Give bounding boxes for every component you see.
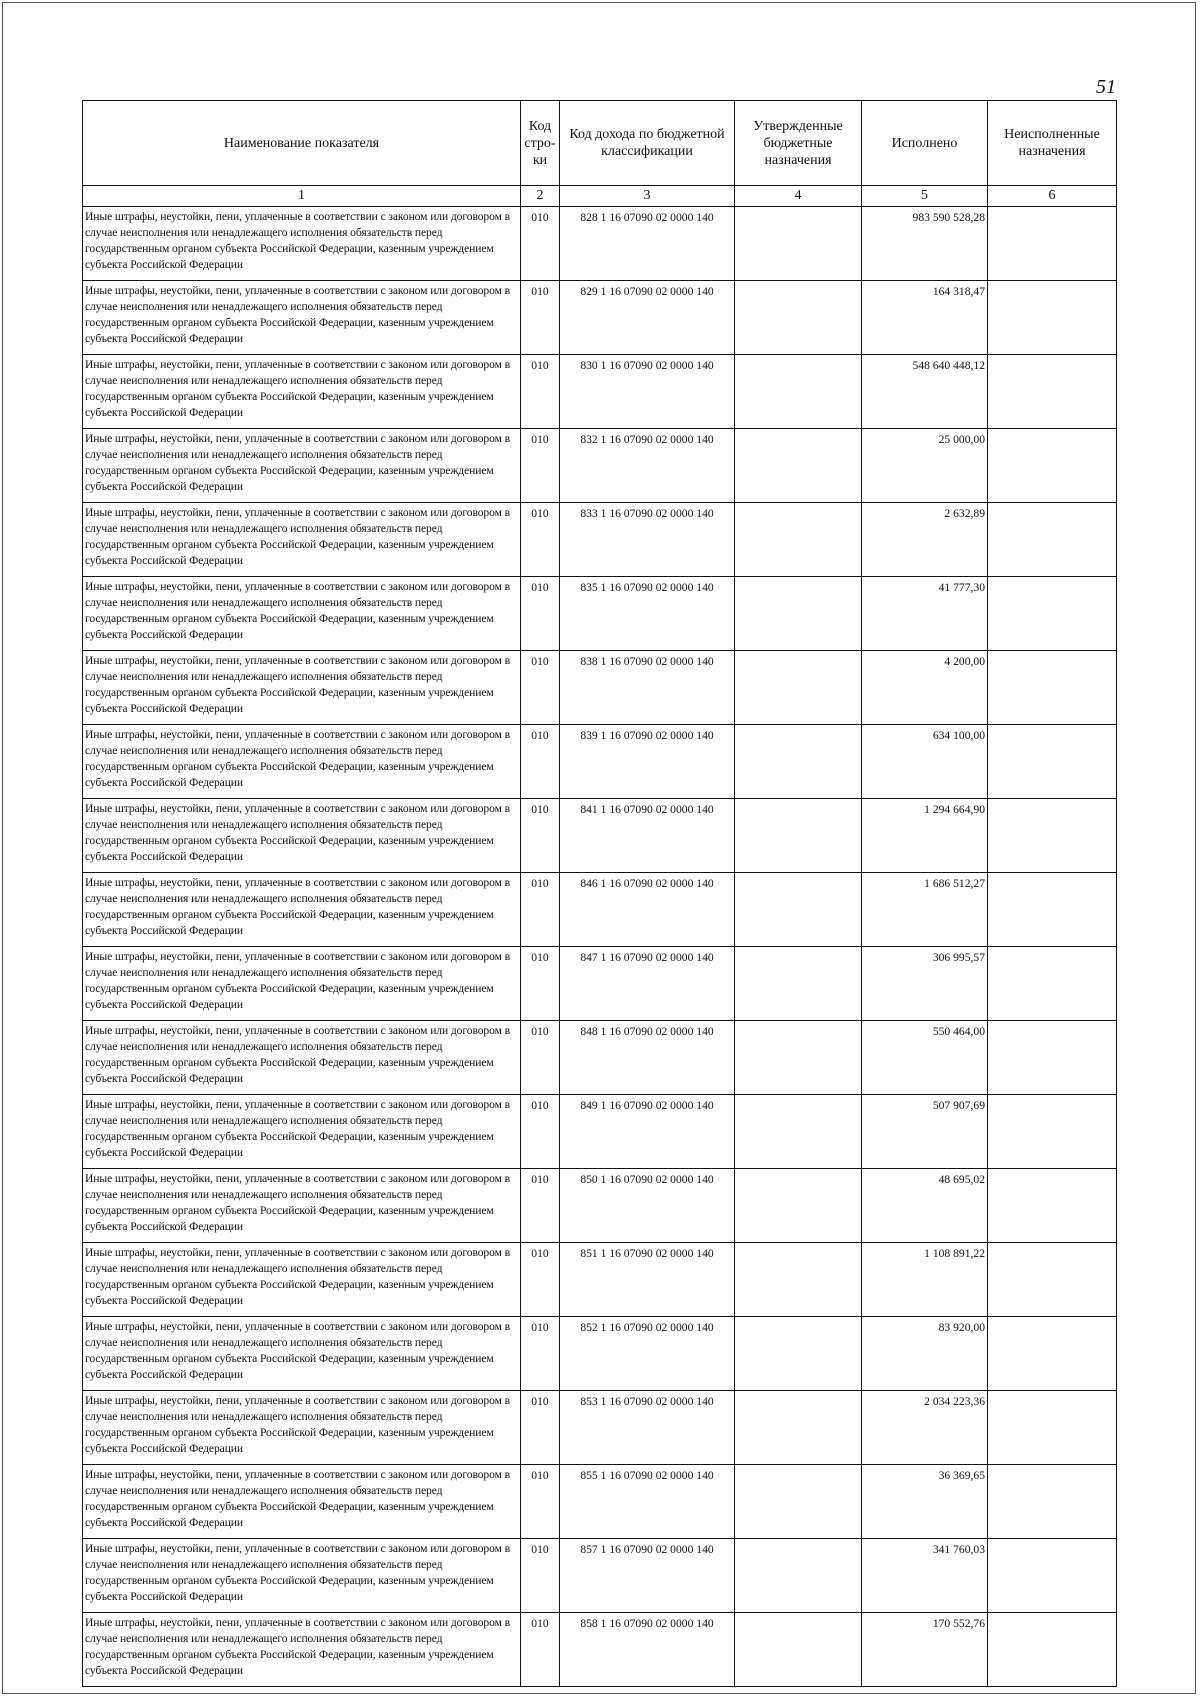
row-indicator-name: Иные штрафы, неустойки, пени, уплаченные в соответствии с законом или договором в случае неисполнения или ненадлежащего исполнения обязательств перед государственным органом субъекта Российской Федерации, казенным учреждением субъекта Российской Федерации bbox=[83, 281, 521, 355]
row-unexecuted-value bbox=[988, 207, 1117, 281]
row-line-code: 010 bbox=[521, 1465, 560, 1539]
report-table-container bbox=[82, 100, 1116, 1687]
row-indicator-name: Иные штрафы, неустойки, пени, уплаченные в соответствии с законом или договором в случае неисполнения или ненадлежащего исполнения обязательств перед государственным органом субъекта Российской Федерации, казенным учреждением субъекта Российской Федерации bbox=[83, 873, 521, 947]
table-row bbox=[83, 355, 1117, 429]
row-approved-value bbox=[735, 1095, 862, 1169]
row-line-code: 010 bbox=[521, 1169, 560, 1243]
row-approved-value bbox=[735, 355, 862, 429]
table-row bbox=[83, 1539, 1117, 1613]
row-unexecuted-value bbox=[988, 873, 1117, 947]
row-approved-value bbox=[735, 1021, 862, 1095]
row-indicator-name: Иные штрафы, неустойки, пени, уплаченные в соответствии с законом или договором в случае неисполнения или ненадлежащего исполнения обязательств перед государственным органом субъекта Российской Федерации, казенным учреждением субъекта Российской Федерации bbox=[83, 577, 521, 651]
row-approved-value bbox=[735, 725, 862, 799]
table-row bbox=[83, 577, 1117, 651]
row-indicator-name: Иные штрафы, неустойки, пени, уплаченные в соответствии с законом или договором в случае неисполнения или ненадлежащего исполнения обязательств перед государственным органом субъекта Российской Федерации, казенным учреждением субъекта Российской Федерации bbox=[83, 947, 521, 1021]
row-line-code: 010 bbox=[521, 1317, 560, 1391]
row-approved-value bbox=[735, 947, 862, 1021]
table-row bbox=[83, 1391, 1117, 1465]
row-unexecuted-value bbox=[988, 503, 1117, 577]
row-executed-value: 164 318,47 bbox=[862, 281, 988, 355]
row-unexecuted-value bbox=[988, 1021, 1117, 1095]
row-indicator-name: Иные штрафы, неустойки, пени, уплаченные в соответствии с законом или договором в случае неисполнения или ненадлежащего исполнения обязательств перед государственным органом субъекта Российской Федерации, казенным учреждением субъекта Российской Федерации bbox=[83, 1391, 521, 1465]
row-approved-value bbox=[735, 651, 862, 725]
table-row bbox=[83, 281, 1117, 355]
column-number: 6 bbox=[988, 186, 1117, 207]
table-row bbox=[83, 651, 1117, 725]
table-header-row bbox=[83, 101, 1117, 186]
row-unexecuted-value bbox=[988, 1465, 1117, 1539]
row-income-code: 833 1 16 07090 02 0000 140 bbox=[560, 503, 735, 577]
row-approved-value bbox=[735, 207, 862, 281]
row-line-code: 010 bbox=[521, 207, 560, 281]
header-line-code: Код стро-ки bbox=[521, 101, 560, 186]
row-executed-value: 2 034 223,36 bbox=[862, 1391, 988, 1465]
row-income-code: 830 1 16 07090 02 0000 140 bbox=[560, 355, 735, 429]
row-income-code: 858 1 16 07090 02 0000 140 bbox=[560, 1613, 735, 1687]
row-line-code: 010 bbox=[521, 503, 560, 577]
row-line-code: 010 bbox=[521, 1539, 560, 1613]
table-row bbox=[83, 1613, 1117, 1687]
row-income-code: 846 1 16 07090 02 0000 140 bbox=[560, 873, 735, 947]
table-row bbox=[83, 799, 1117, 873]
row-indicator-name: Иные штрафы, неустойки, пени, уплаченные в соответствии с законом или договором в случае неисполнения или ненадлежащего исполнения обязательств перед государственным органом субъекта Российской Федерации, казенным учреждением субъекта Российской Федерации bbox=[83, 1539, 521, 1613]
header-executed: Исполнено bbox=[862, 101, 988, 186]
row-line-code: 010 bbox=[521, 1095, 560, 1169]
row-executed-value: 1 294 664,90 bbox=[862, 799, 988, 873]
row-approved-value bbox=[735, 429, 862, 503]
table-row bbox=[83, 503, 1117, 577]
row-line-code: 010 bbox=[521, 1391, 560, 1465]
column-number: 4 bbox=[735, 186, 862, 207]
header-unexecuted: Неисполненные назначения bbox=[988, 101, 1117, 186]
row-executed-value: 41 777,30 bbox=[862, 577, 988, 651]
row-income-code: 838 1 16 07090 02 0000 140 bbox=[560, 651, 735, 725]
row-indicator-name: Иные штрафы, неустойки, пени, уплаченные в соответствии с законом или договором в случае неисполнения или ненадлежащего исполнения обязательств перед государственным органом субъекта Российской Федерации, казенным учреждением субъекта Российской Федерации bbox=[83, 651, 521, 725]
table-row bbox=[83, 873, 1117, 947]
table-row bbox=[83, 1317, 1117, 1391]
header-income-code: Код дохода по бюджетной классификации bbox=[560, 101, 735, 186]
row-indicator-name: Иные штрафы, неустойки, пени, уплаченные в соответствии с законом или договором в случае неисполнения или ненадлежащего исполнения обязательств перед государственным органом субъекта Российской Федерации, казенным учреждением субъекта Российской Федерации bbox=[83, 725, 521, 799]
row-executed-value: 634 100,00 bbox=[862, 725, 988, 799]
row-executed-value: 2 632,89 bbox=[862, 503, 988, 577]
column-number: 5 bbox=[862, 186, 988, 207]
row-income-code: 829 1 16 07090 02 0000 140 bbox=[560, 281, 735, 355]
column-number: 1 bbox=[83, 186, 521, 207]
row-unexecuted-value bbox=[988, 1317, 1117, 1391]
row-unexecuted-value bbox=[988, 1169, 1117, 1243]
row-unexecuted-value bbox=[988, 947, 1117, 1021]
row-income-code: 849 1 16 07090 02 0000 140 bbox=[560, 1095, 735, 1169]
row-line-code: 010 bbox=[521, 873, 560, 947]
row-line-code: 010 bbox=[521, 1243, 560, 1317]
row-unexecuted-value bbox=[988, 429, 1117, 503]
row-executed-value: 306 995,57 bbox=[862, 947, 988, 1021]
row-approved-value bbox=[735, 1317, 862, 1391]
row-income-code: 835 1 16 07090 02 0000 140 bbox=[560, 577, 735, 651]
row-indicator-name: Иные штрафы, неустойки, пени, уплаченные в соответствии с законом или договором в случае неисполнения или ненадлежащего исполнения обязательств перед государственным органом субъекта Российской Федерации, казенным учреждением субъекта Российской Федерации bbox=[83, 799, 521, 873]
row-approved-value bbox=[735, 503, 862, 577]
row-executed-value: 4 200,00 bbox=[862, 651, 988, 725]
income-report-table bbox=[82, 100, 1117, 1687]
row-executed-value: 1 686 512,27 bbox=[862, 873, 988, 947]
row-unexecuted-value bbox=[988, 281, 1117, 355]
row-executed-value: 548 640 448,12 bbox=[862, 355, 988, 429]
row-unexecuted-value bbox=[988, 1539, 1117, 1613]
row-executed-value: 983 590 528,28 bbox=[862, 207, 988, 281]
row-approved-value bbox=[735, 799, 862, 873]
row-line-code: 010 bbox=[521, 1613, 560, 1687]
row-line-code: 010 bbox=[521, 651, 560, 725]
row-unexecuted-value bbox=[988, 1243, 1117, 1317]
table-row bbox=[83, 1243, 1117, 1317]
row-unexecuted-value bbox=[988, 1391, 1117, 1465]
row-income-code: 852 1 16 07090 02 0000 140 bbox=[560, 1317, 735, 1391]
row-approved-value bbox=[735, 281, 862, 355]
row-executed-value: 1 108 891,22 bbox=[862, 1243, 988, 1317]
row-income-code: 850 1 16 07090 02 0000 140 bbox=[560, 1169, 735, 1243]
row-indicator-name: Иные штрафы, неустойки, пени, уплаченные в соответствии с законом или договором в случае неисполнения или ненадлежащего исполнения обязательств перед государственным органом субъекта Российской Федерации, казенным учреждением субъекта Российской Федерации bbox=[83, 503, 521, 577]
table-row bbox=[83, 1021, 1117, 1095]
row-indicator-name: Иные штрафы, неустойки, пени, уплаченные в соответствии с законом или договором в случае неисполнения или ненадлежащего исполнения обязательств перед государственным органом субъекта Российской Федерации, казенным учреждением субъекта Российской Федерации bbox=[83, 1613, 521, 1687]
table-row bbox=[83, 1465, 1117, 1539]
row-executed-value: 25 000,00 bbox=[862, 429, 988, 503]
row-line-code: 010 bbox=[521, 725, 560, 799]
row-indicator-name: Иные штрафы, неустойки, пени, уплаченные в соответствии с законом или договором в случае неисполнения или ненадлежащего исполнения обязательств перед государственным органом субъекта Российской Федерации, казенным учреждением субъекта Российской Федерации bbox=[83, 1243, 521, 1317]
header-approved: Утвержденные бюджетные назначения bbox=[735, 101, 862, 186]
column-number-row bbox=[83, 186, 1117, 207]
row-approved-value bbox=[735, 873, 862, 947]
table-row bbox=[83, 1095, 1117, 1169]
row-income-code: 853 1 16 07090 02 0000 140 bbox=[560, 1391, 735, 1465]
row-income-code: 851 1 16 07090 02 0000 140 bbox=[560, 1243, 735, 1317]
row-income-code: 847 1 16 07090 02 0000 140 bbox=[560, 947, 735, 1021]
row-income-code: 848 1 16 07090 02 0000 140 bbox=[560, 1021, 735, 1095]
row-indicator-name: Иные штрафы, неустойки, пени, уплаченные в соответствии с законом или договором в случае неисполнения или ненадлежащего исполнения обязательств перед государственным органом субъекта Российской Федерации, казенным учреждением субъекта Российской Федерации bbox=[83, 1021, 521, 1095]
row-line-code: 010 bbox=[521, 1021, 560, 1095]
table-row bbox=[83, 725, 1117, 799]
row-line-code: 010 bbox=[521, 577, 560, 651]
row-income-code: 841 1 16 07090 02 0000 140 bbox=[560, 799, 735, 873]
row-unexecuted-value bbox=[988, 577, 1117, 651]
row-line-code: 010 bbox=[521, 799, 560, 873]
row-line-code: 010 bbox=[521, 947, 560, 1021]
row-approved-value bbox=[735, 1539, 862, 1613]
row-approved-value bbox=[735, 1243, 862, 1317]
row-unexecuted-value bbox=[988, 1613, 1117, 1687]
row-line-code: 010 bbox=[521, 429, 560, 503]
table-row bbox=[83, 207, 1117, 281]
row-executed-value: 170 552,76 bbox=[862, 1613, 988, 1687]
row-executed-value: 83 920,00 bbox=[862, 1317, 988, 1391]
row-approved-value bbox=[735, 1391, 862, 1465]
row-income-code: 857 1 16 07090 02 0000 140 bbox=[560, 1539, 735, 1613]
column-number: 2 bbox=[521, 186, 560, 207]
row-executed-value: 341 760,03 bbox=[862, 1539, 988, 1613]
row-indicator-name: Иные штрафы, неустойки, пени, уплаченные в соответствии с законом или договором в случае неисполнения или ненадлежащего исполнения обязательств перед государственным органом субъекта Российской Федерации, казенным учреждением субъекта Российской Федерации bbox=[83, 1465, 521, 1539]
row-executed-value: 507 907,69 bbox=[862, 1095, 988, 1169]
row-indicator-name: Иные штрафы, неустойки, пени, уплаченные в соответствии с законом или договором в случае неисполнения или ненадлежащего исполнения обязательств перед государственным органом субъекта Российской Федерации, казенным учреждением субъекта Российской Федерации bbox=[83, 1317, 521, 1391]
table-row bbox=[83, 1169, 1117, 1243]
row-executed-value: 48 695,02 bbox=[862, 1169, 988, 1243]
row-income-code: 855 1 16 07090 02 0000 140 bbox=[560, 1465, 735, 1539]
row-unexecuted-value bbox=[988, 651, 1117, 725]
row-income-code: 832 1 16 07090 02 0000 140 bbox=[560, 429, 735, 503]
row-income-code: 839 1 16 07090 02 0000 140 bbox=[560, 725, 735, 799]
row-executed-value: 36 369,65 bbox=[862, 1465, 988, 1539]
row-line-code: 010 bbox=[521, 355, 560, 429]
row-indicator-name: Иные штрафы, неустойки, пени, уплаченные в соответствии с законом или договором в случае неисполнения или ненадлежащего исполнения обязательств перед государственным органом субъекта Российской Федерации, казенным учреждением субъекта Российской Федерации bbox=[83, 1095, 521, 1169]
row-income-code: 828 1 16 07090 02 0000 140 bbox=[560, 207, 735, 281]
row-approved-value bbox=[735, 1613, 862, 1687]
row-indicator-name: Иные штрафы, неустойки, пени, уплаченные в соответствии с законом или договором в случае неисполнения или ненадлежащего исполнения обязательств перед государственным органом субъекта Российской Федерации, казенным учреждением субъекта Российской Федерации bbox=[83, 1169, 521, 1243]
row-indicator-name: Иные штрафы, неустойки, пени, уплаченные в соответствии с законом или договором в случае неисполнения или ненадлежащего исполнения обязательств перед государственным органом субъекта Российской Федерации, казенным учреждением субъекта Российской Федерации bbox=[83, 429, 521, 503]
table-row bbox=[83, 429, 1117, 503]
table-body bbox=[83, 207, 1117, 1687]
row-unexecuted-value bbox=[988, 1095, 1117, 1169]
row-indicator-name: Иные штрафы, неустойки, пени, уплаченные в соответствии с законом или договором в случае неисполнения или ненадлежащего исполнения обязательств перед государственным органом субъекта Российской Федерации, казенным учреждением субъекта Российской Федерации bbox=[83, 355, 521, 429]
row-executed-value: 550 464,00 bbox=[862, 1021, 988, 1095]
row-unexecuted-value bbox=[988, 355, 1117, 429]
header-indicator-name: Наименование показателя bbox=[83, 101, 521, 186]
row-approved-value bbox=[735, 577, 862, 651]
row-approved-value bbox=[735, 1169, 862, 1243]
table-row bbox=[83, 947, 1117, 1021]
row-indicator-name: Иные штрафы, неустойки, пени, уплаченные в соответствии с законом или договором в случае неисполнения или ненадлежащего исполнения обязательств перед государственным органом субъекта Российской Федерации, казенным учреждением субъекта Российской Федерации bbox=[83, 207, 521, 281]
row-approved-value bbox=[735, 1465, 862, 1539]
page-number: 51 bbox=[1096, 76, 1116, 98]
column-number: 3 bbox=[560, 186, 735, 207]
row-unexecuted-value bbox=[988, 725, 1117, 799]
row-line-code: 010 bbox=[521, 281, 560, 355]
row-unexecuted-value bbox=[988, 799, 1117, 873]
